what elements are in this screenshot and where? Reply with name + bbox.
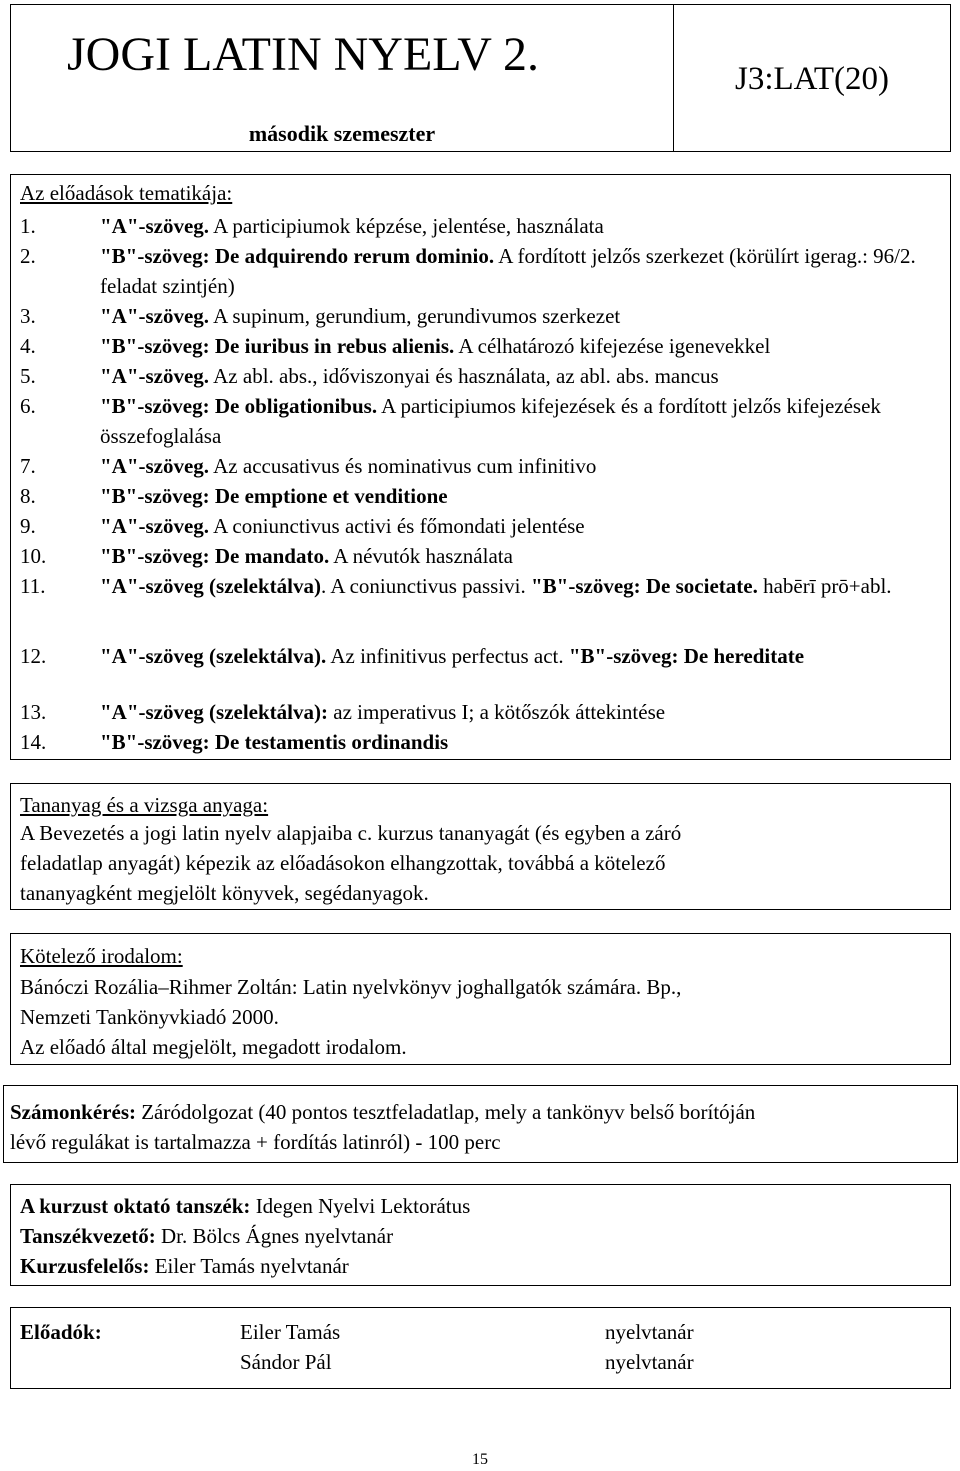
required-reading-line: Nemzeti Tankönyvkiadó 2000.	[20, 1005, 279, 1029]
topic-bold-text: "B"-szöveg: De hereditate	[568, 644, 805, 668]
topic-number: 8.	[20, 484, 36, 508]
topic-number: 9.	[20, 514, 36, 538]
topic-text: Az infinitivus perfectus act.	[326, 644, 569, 668]
topic-number: 2.	[20, 244, 36, 268]
topic-number: 11.	[20, 574, 46, 598]
topic-text: Az abl. abs., időviszonyai és használata, az abl. abs. mancus	[209, 364, 719, 388]
lecturer-name: Sándor Pál	[240, 1350, 332, 1374]
head-of-department-label: Tanszékvezető:	[20, 1224, 156, 1248]
topic-bold-text: "A"-szöveg.	[100, 454, 210, 478]
department-line	[20, 1191, 470, 1221]
assessment-label: Számonkérés:	[10, 1100, 136, 1124]
topic-text: A participiumok képzése, jelentése, használata	[209, 214, 604, 238]
course-responsible-label: Kurzusfelelős:	[20, 1254, 150, 1278]
assessment-section	[3, 1085, 958, 1163]
topic-bold-text: "A"-szöveg.	[100, 364, 210, 388]
topic-number: 10.	[20, 544, 47, 568]
topic-text: A névutók használata	[329, 544, 513, 568]
course-responsible-line	[20, 1251, 349, 1281]
topic-text: A coniunctivus activi és főmondati jelentése	[209, 514, 585, 538]
department-section	[10, 1184, 951, 1286]
lecturers-section	[10, 1307, 951, 1389]
topic-text: az imperativus I; a kötőszók áttekintése	[328, 700, 666, 724]
course-responsible-value: Eiler Tamás nyelvtanár	[149, 1254, 349, 1278]
document-subtitle: második szemeszter	[248, 121, 436, 146]
required-reading-line: Bánóczi Rozália–Rihmer Zoltán: Latin nyelvkönyv joghallgatók számára. Bp.,	[20, 975, 682, 999]
required-reading-section	[10, 933, 951, 1065]
tananyag-line: feladatlap anyagát) képezik az előadásokon elhangzottak, továbbá a kötelező	[20, 851, 666, 875]
topic-text: A célhatározó kifejezése igenevekkel	[454, 334, 771, 358]
lecturer-role: nyelvtanár	[605, 1350, 694, 1374]
tananyag-line: A Bevezetés a jogi latin nyelv alapjaiba c. kurzus tananyagát (és egyben a záró	[20, 821, 682, 845]
topic-number: 3.	[20, 304, 36, 328]
tananyag-section	[10, 783, 951, 910]
department-value: Idegen Nyelvi Lektorátus	[250, 1194, 471, 1218]
topic-bold-text: "A"-szöveg.	[100, 214, 210, 238]
assessment-text-line: lévő regulákat is tartalmazza + fordítás latinról) - 100 perc	[10, 1130, 501, 1154]
department-label: A kurzust oktató tanszék:	[20, 1194, 251, 1218]
page-number: 15	[472, 1451, 488, 1468]
head-of-department-line	[20, 1221, 393, 1251]
topic-number: 12.	[20, 644, 47, 668]
required-reading-heading: Kötelező irodalom:	[20, 944, 183, 968]
topic-number: 4.	[20, 334, 36, 358]
assessment-line	[10, 1097, 755, 1127]
topic-number: 5.	[20, 364, 36, 388]
topic-text: . A coniunctivus passivi.	[321, 574, 532, 598]
tananyag-heading: Tananyag és a vizsga anyaga:	[20, 793, 269, 817]
topic-bold-text: "B"-szöveg: De obligationibus.	[100, 394, 378, 418]
required-reading-line: Az előadó által megjelölt, megadott irodalom.	[20, 1035, 407, 1059]
lecturer-name: Eiler Tamás	[240, 1320, 341, 1344]
topic-bold-text: "B"-szöveg: De iuribus in rebus alienis.	[100, 334, 455, 358]
topic-text: A fordított jelzős szerkezet (körülírt igerag.: 96/2. feladat szintjén)	[100, 244, 916, 298]
lecturers-label: Előadók:	[20, 1320, 102, 1344]
topic-number: 6.	[20, 394, 36, 418]
topic-number: 7.	[20, 454, 36, 478]
topic-number: 1.	[20, 214, 36, 238]
topic-bold-text: "B"-szöveg: De societate.	[531, 574, 758, 598]
assessment-text: Záródolgozat (40 pontos tesztfeladatlap, mely a tankönyv belső borítóján	[135, 1100, 756, 1124]
topic-text: A participiumos kifejezések és a fordított jelzős kifejezések összefoglalása	[100, 394, 881, 448]
topic-bold-text: "B"-szöveg: De testamentis ordinandis	[100, 730, 449, 754]
head-of-department-value: Dr. Bölcs Ágnes nyelvtanár	[155, 1224, 394, 1248]
topics-heading: Az előadások tematikája:	[20, 181, 233, 205]
topic-text: habērī prō+abl.	[757, 574, 892, 598]
course-code: J3:LAT(20)	[735, 61, 889, 97]
tananyag-line: tananyagként megjelölt könyvek, segédanyagok.	[20, 881, 429, 905]
topic-text: Az accusativus és nominativus cum infinitivo	[209, 454, 597, 478]
document-title: JOGI LATIN NYELV 2.	[67, 28, 539, 81]
header-title-box	[10, 4, 674, 152]
topic-bold-text: "A"-szöveg.	[100, 304, 210, 328]
topic-bold-text: "B"-szöveg: De adquirendo rerum dominio.	[100, 244, 495, 268]
topic-bold-text: "A"-szöveg.	[100, 514, 210, 538]
topic-bold-text: "B"-szöveg: De emptione et venditione	[100, 484, 448, 508]
topic-bold-text: "A"-szöveg (szelektálva)	[100, 574, 322, 598]
topic-number: 13.	[20, 700, 47, 724]
topic-bold-text: "B"-szöveg: De mandato.	[100, 544, 330, 568]
topic-text: A supinum, gerundium, gerundivumos szerkezet	[209, 304, 621, 328]
topics-section	[10, 174, 951, 760]
header-code-box	[673, 4, 951, 152]
topic-bold-text: "A"-szöveg (szelektálva):	[100, 700, 328, 724]
topic-bold-text: "A"-szöveg (szelektálva).	[100, 644, 327, 668]
lecturer-role: nyelvtanár	[605, 1320, 694, 1344]
topic-number: 14.	[20, 730, 47, 754]
